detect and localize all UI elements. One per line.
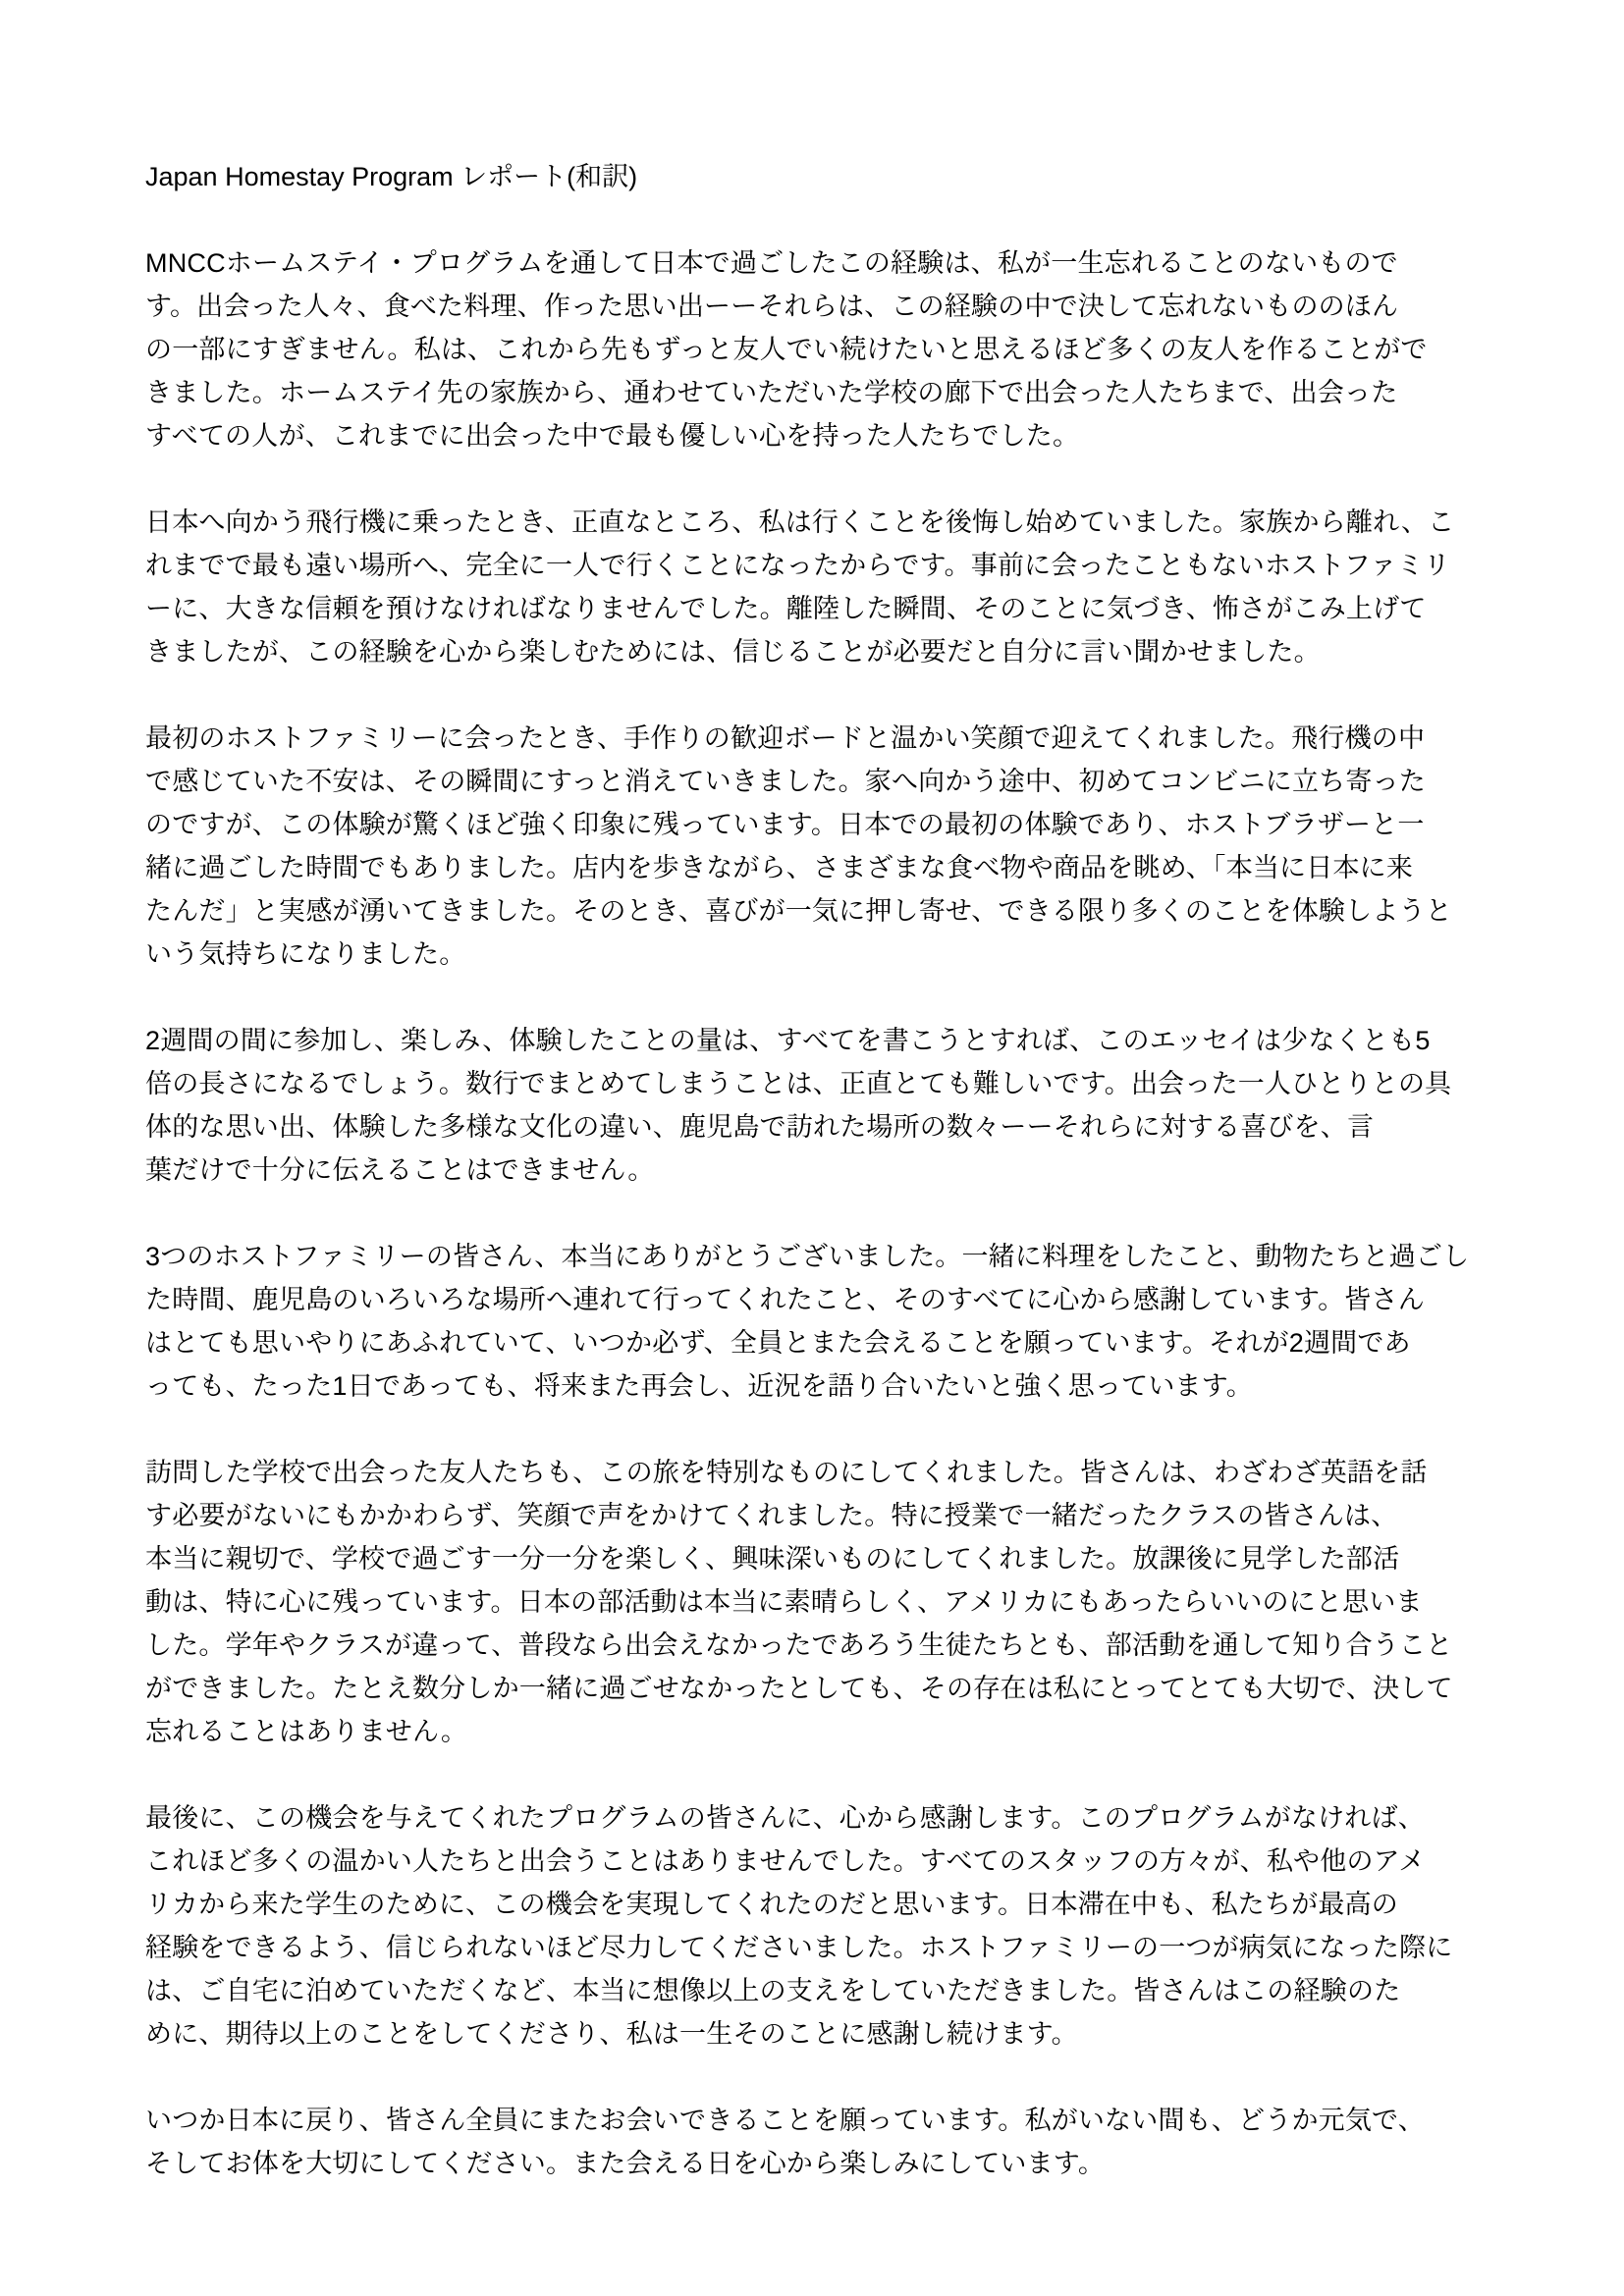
text-line: 緒に過ごした時間でもありました。店内を歩きながら、さまざまな食べ物や商品を眺め、「本当に日本に来 — [145, 853, 1414, 882]
paragraph — [145, 241, 1520, 457]
text-line: は、ご自宅に泊めていただくなど、本当に想像以上の支えをしていただきました。皆さんはこの経験のた — [145, 1976, 1401, 2005]
text-line: で感じていた不安は、その瞬間にすっと消えていきました。家へ向かう途中、初めてコンビニに立ち寄った — [145, 767, 1426, 796]
text-line: きました。ホームステイ先の家族から、通わせていただいた学校の廊下で出会った人たちまで、出会った — [145, 378, 1398, 407]
text-line: そしてお体を大切にしてください。また会える日を心から楽しみにしています。 — [145, 2149, 1106, 2178]
text-line: いつか日本に戻り、皆さん全員にまたお会いできることを願っています。私がいない間も、どうか元気で、 — [145, 2106, 1425, 2135]
text-line: MNCCホームステイ・プログラムを通して日本で過ごしたこの経験は、私が一生忘れることのないもので — [145, 248, 1398, 278]
text-line: ーに、大きな信頼を預けなければなりませんでした。離陸した瞬間、そのことに気づき、怖さがこみ上げて — [145, 594, 1427, 623]
text-line: はとても思いやりにあふれていて、いつか必ず、全員とまた会えることを願っています。それが2週間であ — [145, 1328, 1411, 1358]
text-line: 本当に親切で、学校で過ごす一分一分を楽しく、興味深いものにしてくれました。放課後に見学した部活 — [145, 1544, 1400, 1574]
text-line: 最後に、この機会を与えてくれたプログラムの皆さんに、心から感謝します。このプログラムがなければ、 — [145, 1803, 1425, 1833]
text-line: ができました。たとえ数分しか一緒に過ごせなかったとしても、その存在は私にとってとても大切で、決して — [145, 1674, 1453, 1703]
text-line: 日本へ向かう飛行機に乗ったとき、正直なところ、私は行くことを後悔し始めていました。家族から離れ、こ — [145, 507, 1455, 537]
document-body — [145, 241, 1520, 2185]
text-line: いう気持ちになりました。 — [145, 939, 466, 969]
text-line: 動は、特に心に残っています。日本の部活動は本当に素晴らしく、アメリカにもあったらいいのにと思いま — [145, 1587, 1423, 1617]
text-line: れまでで最も遠い場所へ、完全に一人で行くことになったからです。事前に会ったこともないホストファミリ — [145, 551, 1451, 580]
text-line: 2週間の間に参加し、楽しみ、体験したことの量は、すべてを書こうとすれば、このエッセイは少なくとも5 — [145, 1026, 1431, 1055]
paragraph — [145, 501, 1520, 673]
text-line: これほど多くの温かい人たちと出会うことはありませんでした。すべてのスタッフの方々が、私や他のアメ — [145, 1846, 1426, 1876]
text-line: めに、期待以上のことをしてくださり、私は一生そのことに感謝し続けます。 — [145, 2019, 1078, 2049]
text-line: リカから来た学生のために、この機会を実現してくれたのだと思います。日本滞在中も、私たちが最高の — [145, 1890, 1398, 1919]
text-line: っても、たった1日であっても、将来また再会し、近況を語り合いたいと強く思っています。 — [145, 1371, 1253, 1401]
paragraph — [145, 1019, 1520, 1192]
text-line: の一部にすぎません。私は、これから先もずっと友人でい続けたいと思えるほど多くの友人を作ることがで — [145, 335, 1428, 364]
paragraph — [145, 2099, 1520, 2185]
paragraph — [145, 1235, 1520, 1408]
text-line: きましたが、この経験を心から楽しむためには、信じることが必要だと自分に言い聞かせました。 — [145, 637, 1321, 667]
text-line: す。出会った人々、食べた料理、作った思い出ーーそれらは、この経験の中で決して忘れないもののほん — [145, 292, 1399, 321]
text-line: たんだ」と実感が湧いてきました。そのとき、喜びが一気に押し寄せ、できる限り多くのことを体験しようと — [145, 896, 1452, 926]
text-line: 訪問した学校で出会った友人たちも、この旅を特別なものにしてくれました。皆さんは、わざわざ英語を話 — [145, 1458, 1428, 1487]
text-line: した。学年やクラスが違って、普段なら出会えなかったであろう生徒たちとも、部活動を通して知り合うこと — [145, 1630, 1453, 1660]
text-line: 倍の長さになるでしょう。数行でまとめてしまうことは、正直とても難しいです。出会った一人ひとりとの具 — [145, 1069, 1452, 1098]
paragraph — [145, 1451, 1520, 1753]
text-line: 体的な思い出、体験した多様な文化の違い、鹿児島で訪れた場所の数々ーーそれらに対する喜びを、言 — [145, 1112, 1375, 1142]
text-line: 忘れることはありません。 — [145, 1717, 468, 1746]
document-content — [145, 155, 1520, 2228]
paragraph — [145, 717, 1520, 976]
text-line: た時間、鹿児島のいろいろな場所へ連れて行ってくれたこと、そのすべてに心から感謝しています。皆さん — [145, 1285, 1425, 1314]
text-line: 3つのホストファミリーの皆さん、本当にありがとうございました。一緒に料理をしたこと、動物たちと過ごし — [145, 1242, 1470, 1271]
text-line: 経験をできるよう、信じられないほど尽力してくださいました。ホストファミリーの一つが病気になった際に — [145, 1933, 1453, 1962]
document-title: Japan Homestay Program レポート(和訳) — [145, 162, 638, 191]
text-line: のですが、この体験が驚くほど強く印象に残っています。日本での最初の体験であり、ホストブラザーと一 — [145, 810, 1425, 839]
text-line: す必要がないにもかかわらず、笑顔で声をかけてくれました。特に授業で一緒だったクラスの皆さんは、 — [145, 1501, 1398, 1530]
text-line: 最初のホストファミリーに会ったとき、手作りの歓迎ボードと温かい笑顔で迎えてくれました。飛行機の中 — [145, 723, 1426, 753]
paragraph — [145, 1796, 1520, 2056]
text-line: 葉だけで十分に伝えることはできません。 — [145, 1155, 655, 1185]
text-line: すべての人が、これまでに出会った中で最も優しい心を持った人たちでした。 — [145, 421, 1080, 451]
